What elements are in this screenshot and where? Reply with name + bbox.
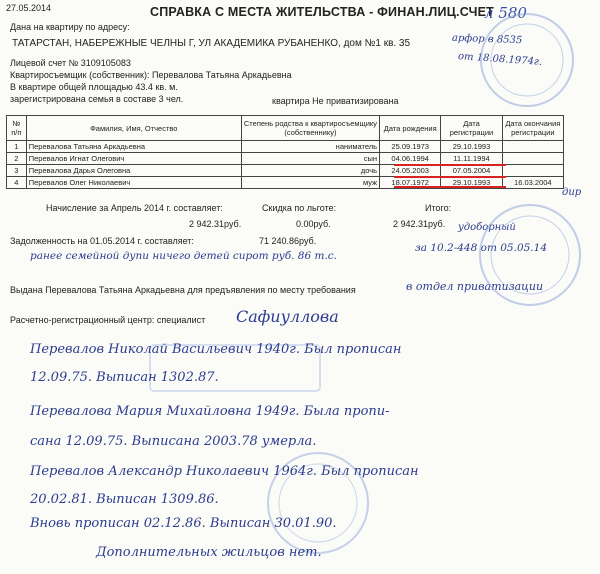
column-header: № п/п bbox=[7, 116, 27, 141]
handwritten-note: арфор в 8535 bbox=[451, 32, 523, 47]
column-header: Степень родства к квартиросъемщику (собственнику) bbox=[241, 116, 379, 141]
birth-date: 04.06.1994 bbox=[380, 153, 441, 165]
column-header: Дата окончания регистрации bbox=[502, 116, 563, 141]
resident-relation: сын bbox=[241, 153, 379, 165]
debt-label: Задолженность на 01.05.2014 г. составляет: bbox=[10, 236, 194, 246]
privatization-status: квартира Не приватизирована bbox=[272, 96, 399, 106]
handwritten-line: Вновь прописан 02.12.86. Выписан 30.01.90. bbox=[30, 516, 337, 531]
registration-date: 29.10.1993 bbox=[441, 177, 502, 189]
document-title: СПРАВКА С МЕСТА ЖИТЕЛЬСТВА - ФИНАН.ЛИЦ.СЧЕТ bbox=[150, 5, 494, 19]
handwritten-note: от 18.08.1974г. bbox=[457, 51, 543, 68]
row-number: 1 bbox=[7, 141, 27, 153]
birth-date: 24.05.2003 bbox=[380, 165, 441, 177]
birth-date: 18.07.1972 bbox=[380, 177, 441, 189]
handwritten-line: Дополнительных жильцов нет. bbox=[96, 545, 322, 560]
handwritten-line: Перевалов Александр Николаевич 1964г. Был прописан bbox=[30, 464, 419, 479]
seal-stamp-inner-ring bbox=[491, 24, 563, 96]
charges-label: Начисление за Апрель 2014 г. составляет: bbox=[46, 203, 223, 213]
handwritten-note: дир bbox=[562, 187, 582, 198]
handwritten-line: сана 12.09.75. Выписана 2003.78 умерла. bbox=[30, 434, 317, 449]
total-label: Итого: bbox=[425, 203, 452, 213]
discount-amount: 0.00руб. bbox=[296, 219, 331, 229]
handwritten-note: ранее семейной дупи ничего детей сирот руб. 86 т.с. bbox=[30, 250, 338, 262]
registration-end-date: 16.03.2004 bbox=[502, 177, 563, 189]
registration-date: 29.10.1993 bbox=[441, 141, 502, 153]
handwritten-number: л 580 bbox=[484, 4, 527, 22]
resident-relation: наниматель bbox=[241, 141, 379, 153]
issued-to: Выдана Перевалова Татьяна Аркадьевна для предъявления по месту требования bbox=[10, 285, 356, 295]
handwritten-line: 20.02.81. Выписан 1309.86. bbox=[30, 492, 219, 507]
row-number: 2 bbox=[7, 153, 27, 165]
seal-stamp bbox=[480, 205, 580, 305]
row-number: 3 bbox=[7, 165, 27, 177]
birth-date: 25.09.1973 bbox=[380, 141, 441, 153]
resident-relation: дочь bbox=[241, 165, 379, 177]
document-date: 27.05.2014 bbox=[6, 3, 52, 13]
debt-amount: 71 240.86руб. bbox=[259, 236, 317, 246]
resident-name: Перевалов Игнат Олегович bbox=[26, 153, 241, 165]
handwritten-note: за 10.2-448 от 05.05.14 bbox=[415, 242, 548, 254]
family-size: зарегистрирована семья в составе 3 чел. bbox=[10, 94, 184, 104]
specialist-signature: Сафиуллова bbox=[236, 307, 339, 326]
column-header: Дата рождения bbox=[380, 116, 441, 141]
total-amount: 2 942.31руб. bbox=[393, 219, 446, 229]
charges-amount: 2 942.31руб. bbox=[189, 219, 242, 229]
column-header: Фамилия, Имя, Отчество bbox=[26, 116, 241, 141]
resident-name: Перевалова Дарья Олеговна bbox=[26, 165, 241, 177]
registration-center: Расчетно-регистрационный центр: специалист bbox=[10, 315, 206, 325]
account-number: Лицевой счет № 3109105083 bbox=[10, 58, 131, 68]
handwritten-note: в отдел приватизации bbox=[406, 280, 544, 293]
handwritten-line: Перевалов Николай Васильевич 1940г. Был прописан bbox=[30, 342, 402, 357]
discount-label: Скидка по льготе: bbox=[262, 203, 337, 213]
handwritten-line: Перевалова Мария Михайловна 1949г. Была пропи- bbox=[30, 404, 390, 419]
resident-relation: муж bbox=[241, 177, 379, 189]
apartment-area: В квартире общей площадью 43.4 кв. м. bbox=[10, 82, 178, 92]
resident-name: Перевалов Олег Николаевич bbox=[26, 177, 241, 189]
address-value: ТАТАРСТАН, НАБЕРЕЖНЫЕ ЧЕЛНЫ Г, УЛ АКАДЕМИКА РУБАНЕНКО, дом №1 кв. 35 bbox=[12, 38, 411, 49]
address-label: Дана на квартиру по адресу: bbox=[10, 22, 130, 32]
registration-date: 11.11.1994 bbox=[441, 153, 502, 165]
handwritten-line: 12.09.75. Выписан 1302.87. bbox=[30, 370, 219, 385]
registration-date: 07.05.2004 bbox=[441, 165, 502, 177]
seal-stamp bbox=[481, 14, 573, 106]
row-number: 4 bbox=[7, 177, 27, 189]
seal-stamp-inner-ring bbox=[491, 216, 569, 294]
column-header: Дата регистрации bbox=[441, 116, 502, 141]
tenant-name: Квартиросъемщик (собственник): Перевалова Татьяна Аркадьевна bbox=[10, 70, 292, 80]
handwritten-note: удоборный bbox=[458, 222, 516, 233]
resident-name: Перевалова Татьяна Аркадьевна bbox=[26, 141, 241, 153]
